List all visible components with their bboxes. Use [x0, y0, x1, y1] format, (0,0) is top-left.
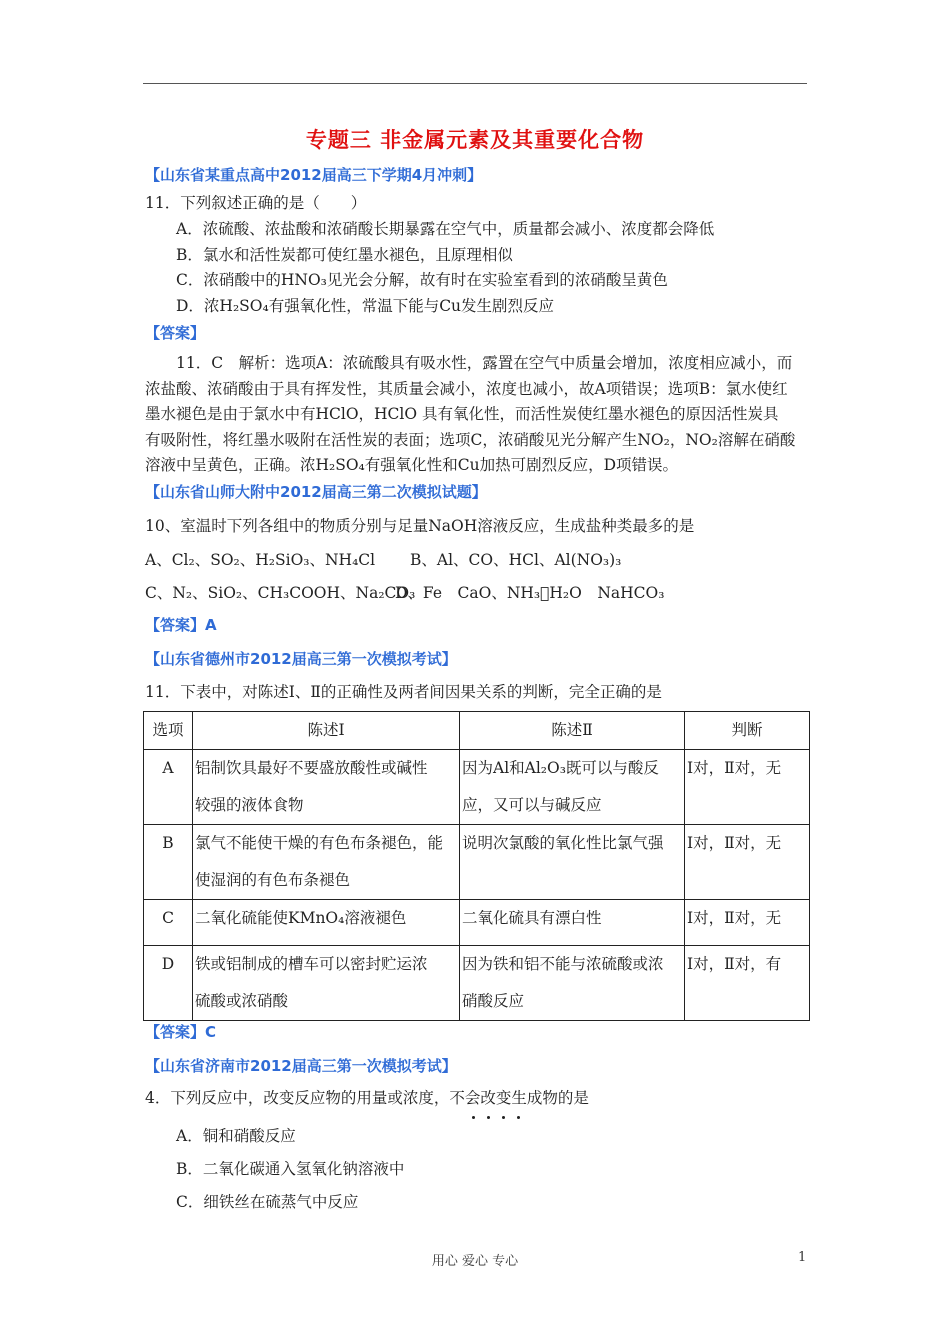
option-b: B、Al、CO、HCl、Al(NO₃)₃ — [410, 551, 622, 569]
cell-option: D — [144, 946, 193, 1021]
cell-text: 较强的液体食物 — [195, 796, 304, 814]
option-b: B．二氧化碳通入氢氧化钠溶液中 — [176, 1160, 405, 1178]
comparison-table — [143, 711, 810, 1021]
option-d: D、Fe CaO、NH₃⃞H₂O NaHCO₃ — [395, 584, 665, 602]
option-d: D．浓H₂SO₄有强氧化性，常温下能与Cu发生剧烈反应 — [176, 297, 555, 315]
answer: 【答案】C — [145, 1023, 217, 1041]
cell-statement-1 — [193, 750, 460, 825]
header-statement-1: 陈述Ⅰ — [193, 712, 460, 750]
cell-judgement: Ⅰ对，Ⅱ对，无 — [685, 825, 810, 900]
cell-text: 说明次氯酸的氧化性比氯气强 — [462, 834, 664, 852]
header-option: 选项 — [144, 712, 193, 750]
cell-statement-1 — [193, 825, 460, 900]
table-row — [144, 750, 810, 825]
cell-text: 因为Al和Al₂O₃既可以与酸反 — [462, 759, 659, 777]
option-a: A．铜和硝酸反应 — [176, 1127, 296, 1145]
cell-judgement: Ⅰ对，Ⅱ对，无 — [685, 900, 810, 946]
table-row — [144, 946, 810, 1021]
explanation-line-3: 墨水褪色是由于氯水中有HClO，HClO 具有氧化性，而活性炭使红墨水褪色的原因活性炭具 — [145, 405, 779, 423]
cell-judgement: Ⅰ对，Ⅱ对，无 — [685, 750, 810, 825]
cell-text: 因为铁和铝不能与浓硫酸或浓 — [462, 955, 664, 973]
cell-text: 硝酸反应 — [462, 992, 525, 1010]
cell-text: 氯气不能使干燥的有色布条褪色，能 — [195, 834, 444, 852]
explanation-line-2: 浓盐酸、浓硝酸由于具有挥发性，其质量会减小，浓度也减小，故A项错误；选项B：氯水使红 — [145, 380, 788, 398]
cell-option: A — [144, 750, 193, 825]
cell-text: 硫酸或浓硝酸 — [195, 992, 289, 1010]
page-footer: 用心 爱心 专心 — [431, 1254, 519, 1269]
option-a: A、Cl₂、SO₂、H₂SiO₃、NH₄Cl — [145, 551, 376, 569]
page-title: 专题三 非金属元素及其重要化合物 — [305, 128, 645, 152]
header-statement-2: 陈述Ⅱ — [460, 712, 685, 750]
option-b: B．氯水和活性炭都可使红墨水褪色，且原理相似 — [176, 246, 513, 264]
explanation-line-1: 11．C 解析：选项A：浓硫酸具有吸水性，露置在空气中质量会增加，浓度相应减小，而 — [176, 354, 793, 372]
table-header-row — [144, 712, 810, 750]
question-11-stem: 11．下表中，对陈述Ⅰ、Ⅱ的正确性及两者间因果关系的判断，完全正确的是 — [145, 683, 662, 701]
answer: 【答案】A — [145, 616, 217, 634]
cell-statement-1: 二氧化硫能使KMnO₄溶液褪色 — [193, 900, 460, 946]
table-row — [144, 825, 810, 900]
option-a: A．浓硫酸、浓盐酸和浓硝酸长期暴露在空气中，质量都会减小、浓度都会降低 — [176, 220, 715, 238]
source-heading-4: 【山东省济南市2012届高三第一次模拟考试】 — [145, 1057, 457, 1075]
cell-judgement: Ⅰ对，Ⅱ对，有 — [685, 946, 810, 1021]
cell-statement-2 — [460, 825, 685, 900]
cell-text: 应，又可以与碱反应 — [462, 796, 602, 814]
question-11-stem: 11．下列叙述正确的是（ ） — [145, 194, 367, 212]
option-c: C．细铁丝在硫蒸气中反应 — [176, 1193, 359, 1211]
option-c: C．浓硝酸中的HNO₃见光会分解，故有时在实验室看到的浓硝酸呈黄色 — [176, 271, 668, 289]
explanation-line-5: 溶液中呈黄色，正确。浓H₂SO₄有强氧化性和Cu加热可剧烈反应，D项错误。 — [145, 456, 679, 474]
cell-text: 铁或铝制成的槽车可以密封贮运浓 — [195, 955, 428, 973]
answer-label: 【答案】 — [145, 324, 206, 342]
table-row — [144, 900, 810, 946]
source-heading-2: 【山东省山师大附中2012届高三第二次模拟试题】 — [145, 483, 487, 501]
header-judgement: 判断 — [685, 712, 810, 750]
emphasis-dots — [472, 1104, 532, 1110]
header-rule — [143, 83, 807, 84]
cell-option: B — [144, 825, 193, 900]
question-4-stem: 4．下列反应中，改变反应物的用量或浓度，不会改变生成物的是 — [145, 1089, 589, 1107]
source-heading-1: 【山东省某重点高中2012届高三下学期4月冲刺】 — [145, 166, 483, 184]
cell-option: C — [144, 900, 193, 946]
explanation-line-4: 有吸附性，将红墨水吸附在活性炭的表面；选项C，浓硝酸见光分解产生NO₂，NO₂溶解在硝酸 — [145, 431, 796, 449]
page-number: 1 — [798, 1250, 807, 1265]
cell-text: 使湿润的有色布条褪色 — [195, 871, 351, 889]
option-c: C、N₂、SiO₂、CH₃COOH、Na₂CO₃ — [145, 584, 416, 602]
cell-statement-2: 二氧化硫具有漂白性 — [460, 900, 685, 946]
source-heading-3: 【山东省德州市2012届高三第一次模拟考试】 — [145, 650, 457, 668]
question-10-stem: 10、室温时下列各组中的物质分别与足量NaOH溶液反应，生成盐种类最多的是 — [145, 517, 695, 535]
cell-statement-1 — [193, 946, 460, 1021]
cell-statement-2 — [460, 750, 685, 825]
cell-statement-2 — [460, 946, 685, 1021]
cell-text: 铝制饮具最好不要盛放酸性或碱性 — [195, 759, 428, 777]
